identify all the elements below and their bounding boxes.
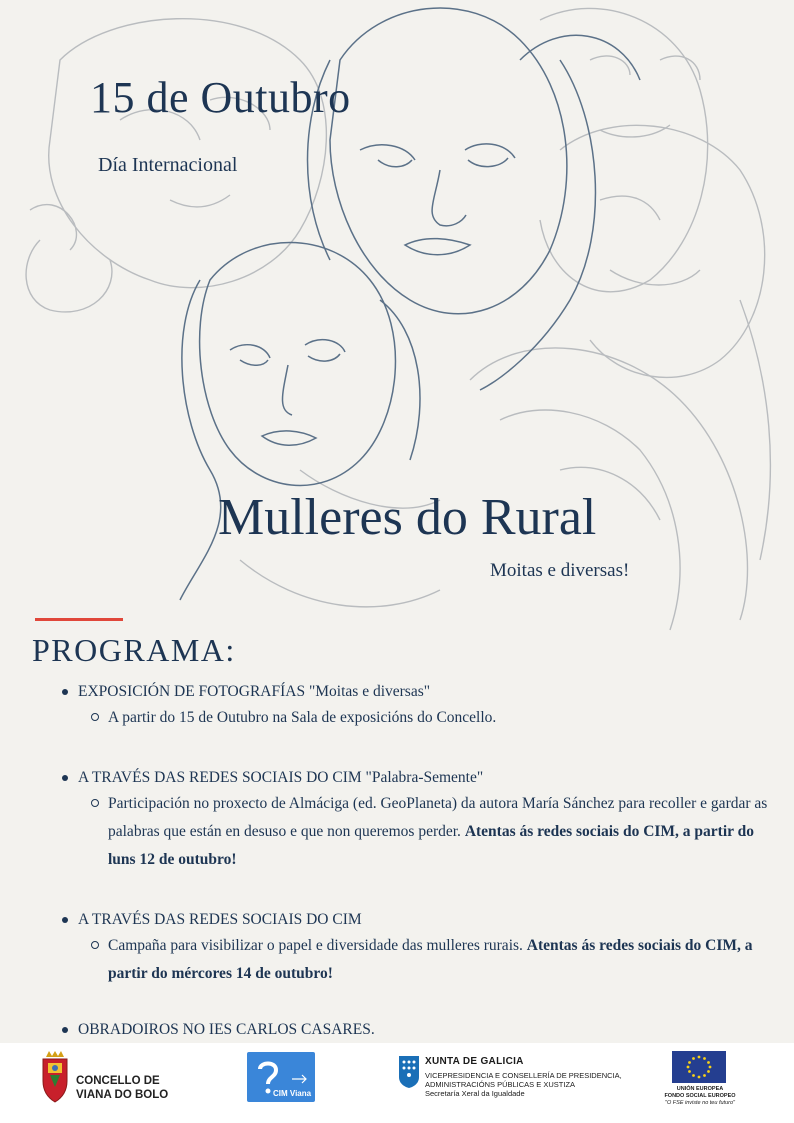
program-item: A TRAVÉS DAS REDES SOCIAIS DO CIM "Palabra-Semente" xyxy=(60,766,780,790)
program-list xyxy=(60,680,780,1042)
eu-label: UNIÓN EUROPEA FONDO SOCIAL EUROPEO "O FSE inviste no teu futuro" xyxy=(664,1086,736,1106)
concello-name: CONCELLO DE VIANA DO BOLO xyxy=(76,1075,169,1101)
program-item: OBRADOIROS NO IES CARLOS CASARES. xyxy=(60,1018,780,1042)
tagline: Moitas e diversas! xyxy=(490,560,630,581)
main-title: Mulleres do Rural xyxy=(218,489,597,546)
program-item-detail: A partir do 15 de Outubro na Sala de exposicións do Concello. xyxy=(60,704,780,732)
program-item: A TRAVÉS DAS REDES SOCIAIS DO CIM xyxy=(60,908,780,932)
program-item-highlight: Atentas ás redes sociais do CIM, a partir do mércores 14 de outubro! xyxy=(108,937,753,982)
coat-of-arms-icon xyxy=(40,1051,70,1103)
program-item-highlight: Atentas ás redes sociais do CIM, a partir do luns 12 de outubro! xyxy=(108,823,754,868)
sponsor-footer xyxy=(0,1043,794,1123)
program-item: EXPOSICIÓN DE FOTOGRAFÍAS "Moitas e diversas" xyxy=(60,680,780,704)
program-heading: PROGRAMA: xyxy=(32,632,236,668)
accent-divider xyxy=(35,618,123,621)
eu-flag-icon xyxy=(672,1051,726,1083)
program-item-detail: Campaña para visibilizar o papel e diversidade das mulleres rurais. Atentas ás redes sociais do CIM, a partir do mércores 14 de outubro! xyxy=(60,932,780,988)
cim-label: CIM Viana xyxy=(273,1089,312,1098)
xunta-title: XUNTA DE GALICIA xyxy=(425,1056,524,1067)
xunta-shield-icon xyxy=(398,1055,420,1089)
event-subtitle: Día Internacional xyxy=(98,154,238,176)
cim-logo xyxy=(247,1052,315,1102)
arrow-right-icon xyxy=(291,1074,309,1084)
xunta-department: VICEPRESIDENCIA E CONSELLERÍA DE PRESIDENCIA, ADMINISTRACIÓNS PÚBLICAS E XUSTIZA Secretaría Xeral da Igualdade xyxy=(425,1071,622,1098)
event-date: 15 de Outubro xyxy=(90,73,351,122)
program-item-detail: Participación no proxecto de Almáciga (ed. GeoPlaneta) da autora María Sánchez para recoller e gardar as palabras que están en desuso e que non queremos perder. Atentas ás redes sociais do CIM, a partir do luns 12 de outubro! xyxy=(60,790,780,874)
